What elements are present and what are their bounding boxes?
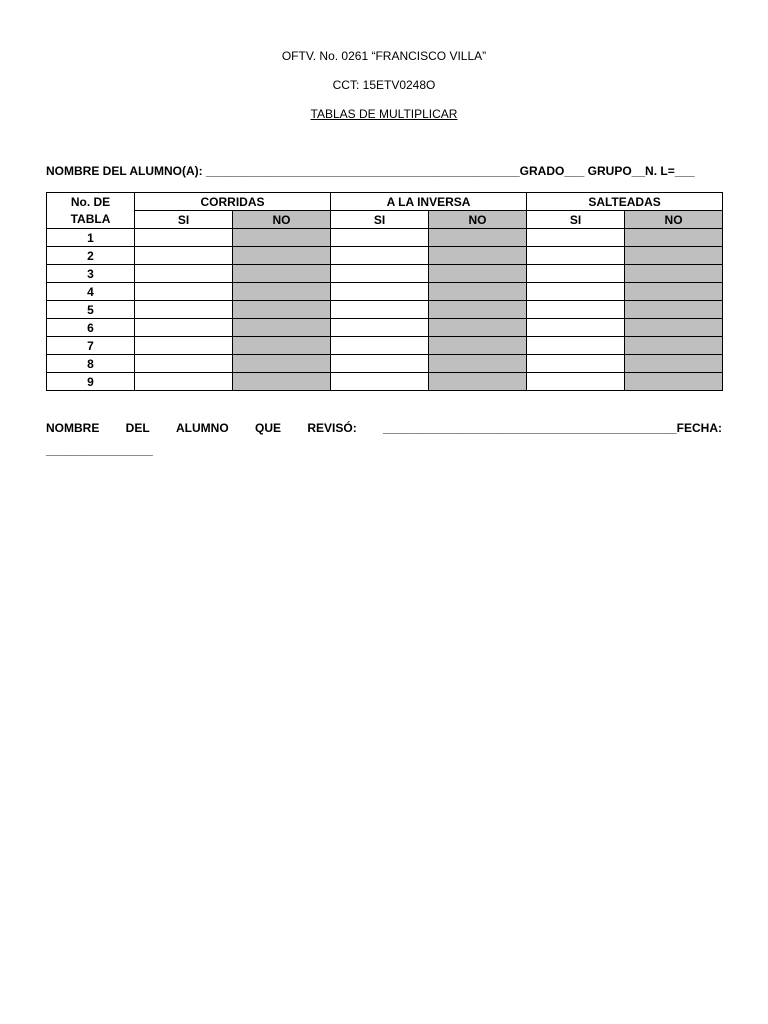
sub-header-si: SI [331, 211, 429, 229]
answer-cell-no[interactable] [429, 265, 527, 283]
answer-cell-si[interactable] [135, 265, 233, 283]
answer-cell-si[interactable] [331, 283, 429, 301]
multiplication-table [46, 192, 723, 391]
answer-cell-si[interactable] [135, 319, 233, 337]
student-info-line: NOMBRE DEL ALUMNO(A): _______________________________________________GRADO___ GRUPO__N. L=___ [46, 164, 695, 178]
table-row [47, 265, 723, 283]
reviewer-word: QUE [255, 421, 282, 435]
answer-cell-no[interactable] [429, 229, 527, 247]
sub-header-si: SI [135, 211, 233, 229]
reviewer-blank-and-date: ____________________________________________FECHA: [383, 421, 722, 435]
answer-cell-si[interactable] [331, 265, 429, 283]
answer-cell-no[interactable] [233, 355, 331, 373]
answer-cell-no[interactable] [625, 373, 723, 391]
header-row-sub [47, 211, 723, 229]
answer-cell-si[interactable] [527, 337, 625, 355]
answer-cell-no[interactable] [233, 265, 331, 283]
table-number-cell: 1 [47, 229, 135, 247]
answer-cell-no[interactable] [233, 229, 331, 247]
answer-cell-si[interactable] [527, 247, 625, 265]
answer-cell-no[interactable] [625, 229, 723, 247]
table-number-cell: 2 [47, 247, 135, 265]
answer-cell-si[interactable] [135, 373, 233, 391]
table-number-cell: 3 [47, 265, 135, 283]
table-row [47, 229, 723, 247]
table-number-header-line1: No. DE [70, 194, 111, 209]
answer-cell-no[interactable] [625, 247, 723, 265]
reviewer-line [46, 421, 722, 435]
answer-cell-si[interactable] [135, 247, 233, 265]
answer-cell-si[interactable] [331, 301, 429, 319]
answer-cell-no[interactable] [625, 265, 723, 283]
answer-cell-no[interactable] [429, 337, 527, 355]
sub-header-no: NO [233, 211, 331, 229]
answer-cell-no[interactable] [429, 283, 527, 301]
answer-cell-si[interactable] [527, 319, 625, 337]
table-number-cell: 6 [47, 319, 135, 337]
answer-cell-no[interactable] [233, 283, 331, 301]
reviewer-word: DEL [125, 421, 150, 435]
reviewer-word: ALUMNO [176, 421, 229, 435]
table-row [47, 301, 723, 319]
answer-cell-no[interactable] [625, 355, 723, 373]
answer-cell-si[interactable] [527, 301, 625, 319]
table-row [47, 247, 723, 265]
table-number-cell: 9 [47, 373, 135, 391]
answer-cell-si[interactable] [527, 265, 625, 283]
table-number-cell: 5 [47, 301, 135, 319]
answer-cell-si[interactable] [331, 319, 429, 337]
answer-cell-no[interactable] [429, 319, 527, 337]
reviewer-word: NOMBRE [46, 421, 100, 435]
answer-cell-no[interactable] [429, 247, 527, 265]
table-number-header [47, 193, 135, 229]
answer-cell-si[interactable] [527, 355, 625, 373]
answer-cell-si[interactable] [135, 337, 233, 355]
answer-cell-si[interactable] [135, 229, 233, 247]
answer-cell-no[interactable] [429, 373, 527, 391]
answer-cell-no[interactable] [625, 337, 723, 355]
answer-cell-si[interactable] [527, 229, 625, 247]
table-row [47, 283, 723, 301]
group-header-a-la-inversa: A LA INVERSA [331, 193, 527, 211]
sub-header-no: NO [625, 211, 723, 229]
answer-cell-si[interactable] [331, 355, 429, 373]
table-number-cell: 7 [47, 337, 135, 355]
table-row [47, 373, 723, 391]
table-row [47, 355, 723, 373]
answer-cell-si[interactable] [135, 283, 233, 301]
document-title: TABLAS DE MULTIPLICAR [310, 107, 458, 121]
sub-header-si: SI [527, 211, 625, 229]
group-header-salteadas: SALTEADAS [527, 193, 723, 211]
table-row [47, 337, 723, 355]
table-number-cell: 4 [47, 283, 135, 301]
date-blank: ________________ [46, 443, 153, 457]
answer-cell-si[interactable] [135, 355, 233, 373]
answer-cell-no[interactable] [233, 247, 331, 265]
answer-cell-si[interactable] [331, 229, 429, 247]
answer-cell-no[interactable] [625, 319, 723, 337]
reviewer-word: REVISÓ: [307, 421, 357, 435]
cct-code: CCT: 15ETV0248O [332, 78, 436, 92]
sub-header-no: NO [429, 211, 527, 229]
answer-cell-no[interactable] [233, 319, 331, 337]
answer-cell-si[interactable] [331, 247, 429, 265]
answer-cell-si[interactable] [527, 283, 625, 301]
table-number-cell: 8 [47, 355, 135, 373]
answer-cell-no[interactable] [625, 301, 723, 319]
answer-cell-no[interactable] [233, 301, 331, 319]
group-header-corridas: CORRIDAS [135, 193, 331, 211]
school-name: OFTV. No. 0261 “FRANCISCO VILLA” [281, 49, 487, 63]
header-row-groups [47, 193, 723, 211]
answer-cell-no[interactable] [429, 301, 527, 319]
answer-cell-si[interactable] [331, 373, 429, 391]
answer-cell-si[interactable] [331, 337, 429, 355]
table-row [47, 319, 723, 337]
answer-cell-no[interactable] [429, 355, 527, 373]
answer-cell-si[interactable] [527, 373, 625, 391]
answer-cell-si[interactable] [135, 301, 233, 319]
table-number-header-line2: TABLA [70, 211, 111, 226]
table-body [47, 229, 723, 391]
answer-cell-no[interactable] [233, 373, 331, 391]
answer-cell-no[interactable] [233, 337, 331, 355]
answer-cell-no[interactable] [625, 283, 723, 301]
